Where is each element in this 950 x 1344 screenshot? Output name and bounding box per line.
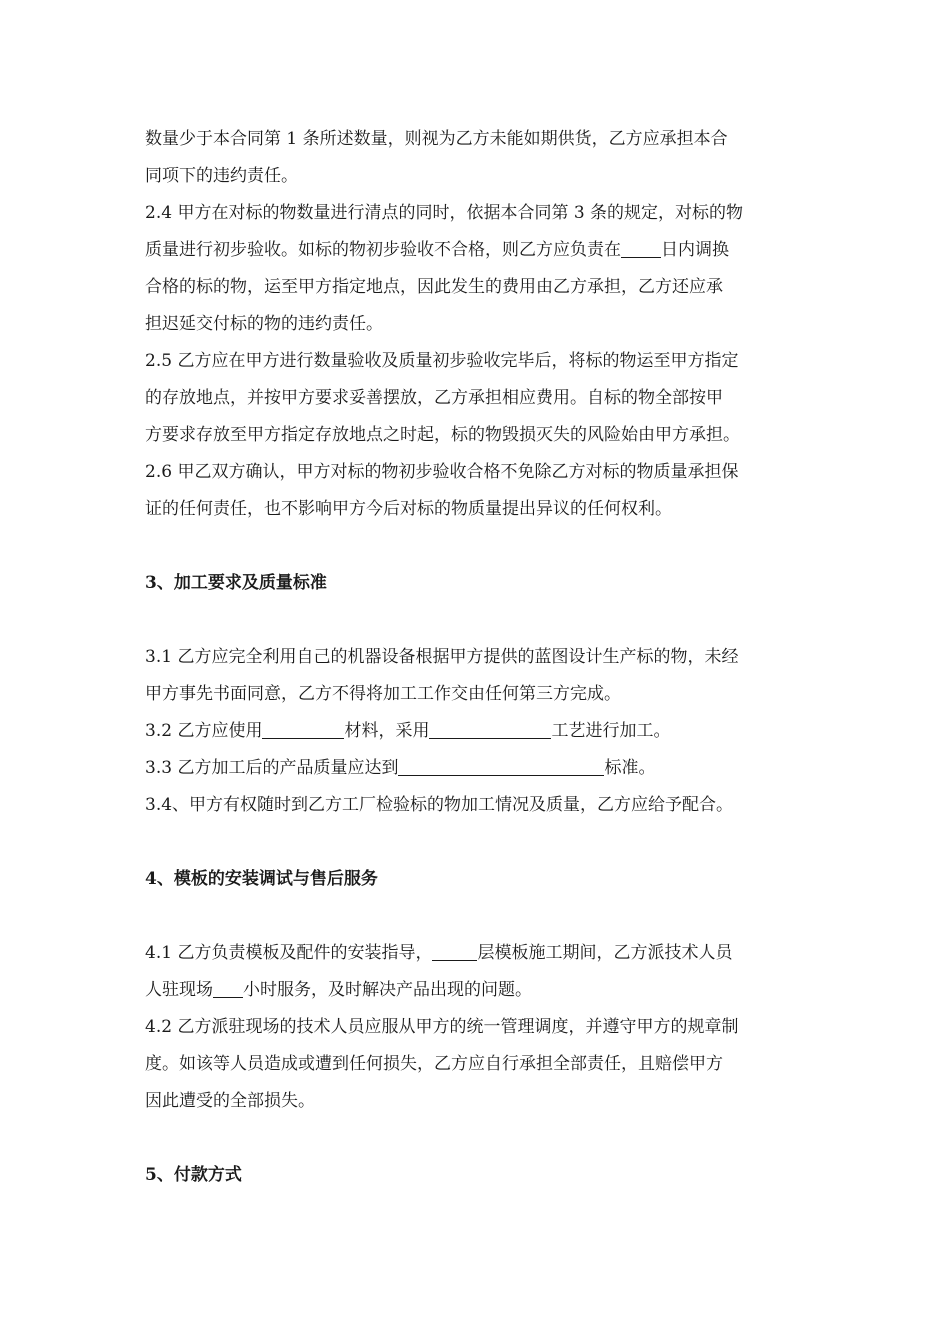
document-page (145, 121, 810, 1194)
clause-2-4-line-4: 担迟延交付标的物的违约责任。 (145, 314, 383, 334)
fill-in-blank-days[interactable] (621, 238, 661, 258)
clause-4-2-line-1: 4.2 乙方派驻现场的技术人员应服从甲方的统一管理调度，并遵守甲方的规章制 (145, 1017, 739, 1037)
clause-2-4-line-3: 合格的标的物，运至甲方指定地点，因此发生的费用由乙方承担，乙方还应承 (145, 277, 723, 297)
spacer (145, 824, 810, 861)
section-4-heading: 4、模板的安装调试与售后服务 (145, 869, 378, 889)
clause-text: 材料，采用 (344, 721, 430, 741)
section-5-heading: 5、付款方式 (145, 1165, 242, 1185)
clause-3-4: 3.4、甲方有权随时到乙方工厂检验标的物加工情况及质量，乙方应给予配合。 (145, 795, 734, 815)
fill-in-blank-process[interactable] (429, 719, 551, 739)
clause-3-3 (145, 750, 810, 787)
clause-2-6-line-2: 证的任何责任，也不影响甲方今后对标的物质量提出异议的任何权利。 (145, 499, 672, 519)
spacer (145, 528, 810, 565)
clause-3-1-line-1: 3.1 乙方应完全利用自己的机器设备根据甲方提供的蓝图设计生产标的物，未经 (145, 647, 739, 667)
spacer (145, 1120, 810, 1157)
clause-text: 质量进行初步验收。如标的物初步验收不合格，则乙方应负责在 (145, 240, 621, 260)
clause-4-1-line-1 (145, 935, 810, 972)
clause-3-2 (145, 713, 810, 750)
clause-text: 日内调换 (661, 240, 729, 260)
clause-text: 人驻现场 (145, 980, 213, 1000)
fill-in-blank-hours[interactable] (213, 978, 243, 998)
clause-text: 层模板施工期间，乙方派技术人员 (477, 943, 733, 963)
clause-4-2-line-2: 度。如该等人员造成或遭到任何损失，乙方应自行承担全部责任，且赔偿甲方 (145, 1054, 723, 1074)
clause-text: 3.2 乙方应使用 (145, 721, 263, 741)
clause-4-1-line-2 (145, 972, 810, 1009)
clause-2-5-line-3: 方要求存放至甲方指定存放地点之时起，标的物毁损灭失的风险始由甲方承担。 (145, 425, 740, 445)
clause-text: 4.1 乙方负责模板及配件的安装指导， (145, 943, 433, 963)
clause-2-3-end: 同项下的违约责任。 (145, 166, 298, 186)
clause-2-3-continued: 数量少于本合同第 1 条所述数量，则视为乙方未能如期供货，乙方应承担本合 (145, 129, 728, 149)
clause-text: 3.3 乙方加工后的产品质量应达到 (145, 758, 399, 778)
clause-2-5-line-1: 2.5 乙方应在甲方进行数量验收及质量初步验收完毕后，将标的物运至甲方指定 (145, 351, 739, 371)
fill-in-blank-material[interactable] (262, 719, 344, 739)
spacer (145, 602, 810, 639)
clause-2-5-line-2: 的存放地点，并按甲方要求妥善摆放，乙方承担相应费用。自标的物全部按甲 (145, 388, 723, 408)
clause-text: 小时服务，及时解决产品出现的问题。 (243, 980, 532, 1000)
fill-in-blank-floors[interactable] (432, 941, 477, 961)
clause-text: 工艺进行加工。 (551, 721, 671, 741)
clause-text: 标准。 (604, 758, 656, 778)
fill-in-blank-standard[interactable] (398, 756, 604, 776)
clause-2-6-line-1: 2.6 甲乙双方确认，甲方对标的物初步验收合格不免除乙方对标的物质量承担保 (145, 462, 739, 482)
spacer (145, 898, 810, 935)
section-3-heading: 3、加工要求及质量标准 (145, 573, 327, 593)
clause-3-1-line-2: 甲方事先书面同意，乙方不得将加工工作交由任何第三方完成。 (145, 684, 621, 704)
clause-4-2-line-3: 因此遭受的全部损失。 (145, 1091, 315, 1111)
clause-2-4-line-1: 2.4 甲方在对标的物数量进行清点的同时，依据本合同第 3 条的规定，对标的物 (145, 203, 744, 223)
clause-2-4-line-2 (145, 232, 810, 269)
